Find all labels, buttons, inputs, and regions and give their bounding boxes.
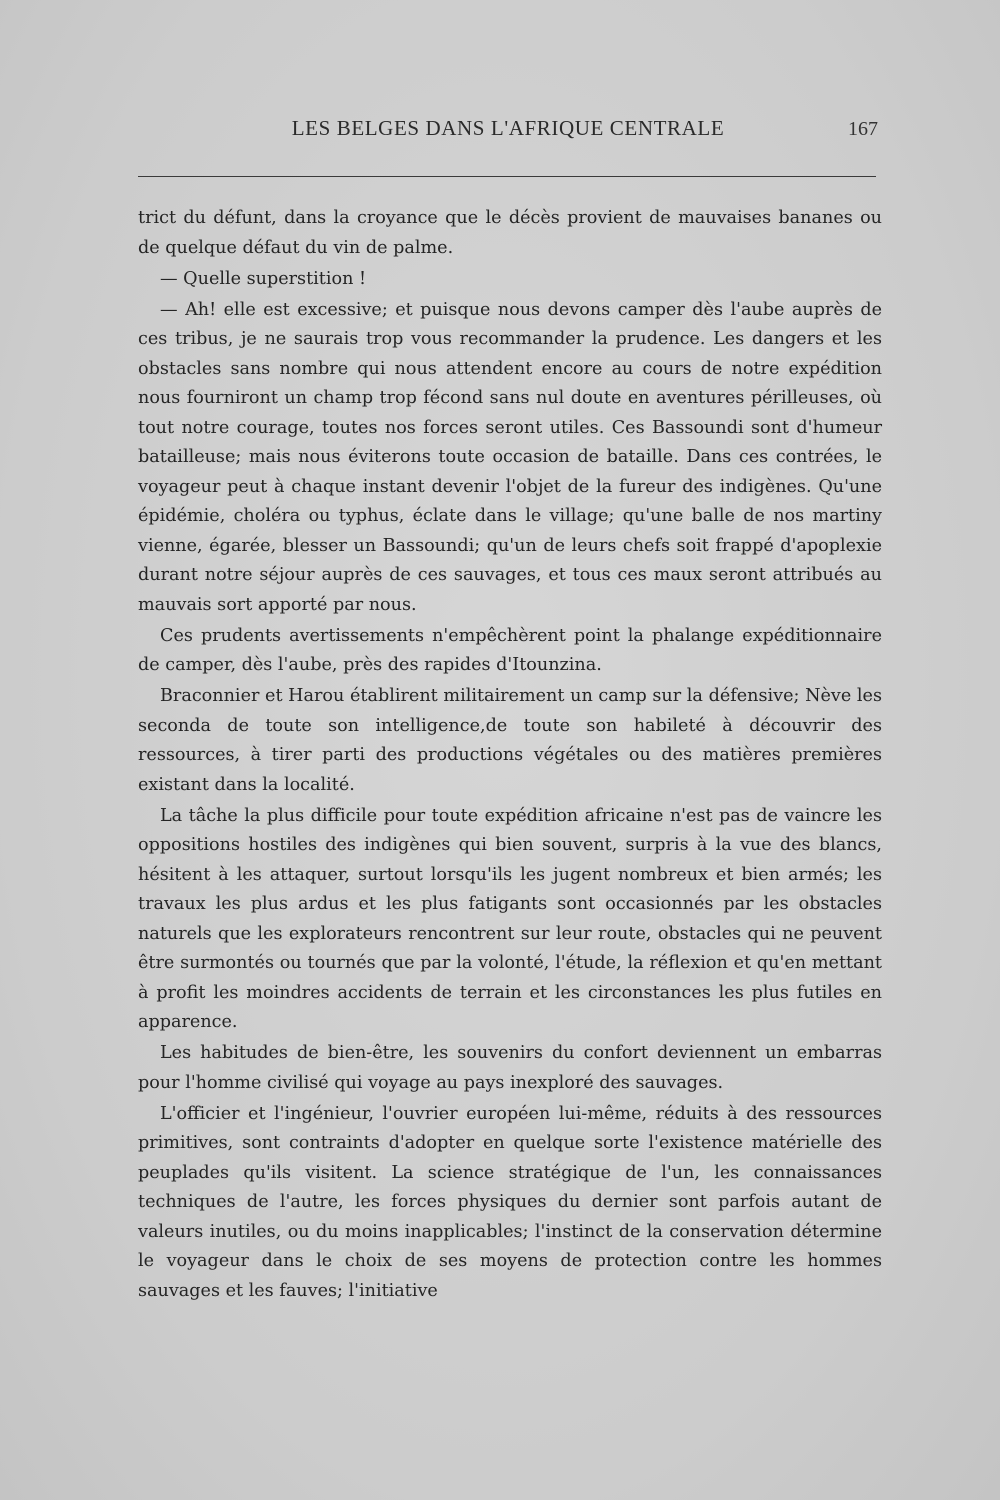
paragraph-dialogue: — Quelle superstition ! (160, 268, 367, 289)
paragraph: Les habitudes de bien-être, les souvenirs du confort deviennent un embarras pour l'homme civilisé qui voyage au pays inexploré des sauvages. (138, 1043, 882, 1093)
page-number: 167 (848, 118, 878, 140)
paragraph: La tâche la plus difficile pour toute expédition africaine n'est pas de vaincre les oppositions hostiles des indigènes qui bien souvent, surpris à la vue des blancs, hésitent à les attaquer, surtout lorsqu'ils les jugent nombreux et bien armés; les travaux les plus ardus et les plus fatigants sont occasionnés par les obstacles naturels que les explorateurs rencontrent sur leur route, obstacles qui ne peuvent être surmontés ou tournés que par la volonté, l'étude, la réflexion et qu'en mettant à profit les moindres accidents de terrain et les circonstances les plus futiles en apparence. (138, 805, 882, 1032)
paragraph-dialogue: — Ah! elle est excessive; et puisque nous devons camper dès l'aube auprès de ces tribus, je ne saurais trop vous recommander la prudence. Les dangers et les obstacles sans nombre qui nous attendent encore au cours de notre expédition nous fourniront un champ trop fécond sans nul doute en aventures périlleuses, où tout notre courage, toutes nos forces seront utiles. Ces Bassoundi sont d'humeur batailleuse; mais nous éviterons toute occasion de bataille. Dans ces contrées, le voyageur peut à chaque instant devenir l'objet de la fureur des indigènes. Qu'une épidémie, choléra ou typhus, éclate dans le village; qu'une balle de nos martiny vienne, égarée, blesser un Bassoundi; qu'un de leurs chefs soit frappé d'apoplexie durant notre séjour auprès de ces sauvages, et tous ces maux seront attribués au mauvais sort apporté par nous. (138, 299, 882, 615)
running-head (138, 116, 878, 148)
body-text (138, 204, 882, 1308)
running-title: LES BELGES DANS L'AFRIQUE CENTRALE (291, 116, 725, 140)
paragraph: Braconnier et Harou établirent militairement un camp sur la défensive; Nève les seconda de toute son intelligence,de toute son habileté à découvrir des ressources, à tirer parti des productions végétales ou des matières premières existant dans la localité. (138, 686, 882, 795)
paragraph: Ces prudents avertissements n'empêchèrent point la phalange expéditionnaire de camper, dès l'aube, près des rapides d'Itounzina. (138, 625, 882, 675)
paragraph: L'officier et l'ingénieur, l'ouvrier européen lui-même, réduits à des ressources primitives, sont contraints d'adopter en quelque sorte l'existence matérielle des peuplades qu'ils visitent. La science stratégique de l'un, les connaissances techniques de l'autre, les forces physiques du dernier sont parfois autant de valeurs inutiles, ou du moins inapplicables; l'instinct de la conservation détermine le voyageur dans le choix de ses moyens de protection contre les hommes sauvages et les fauves; l'initiative (138, 1103, 882, 1301)
paragraph-continued: trict du défunt, dans la croyance que le décès provient de mauvaises bananes ou de quelque défaut du vin de palme. (138, 208, 882, 258)
header-rule (138, 176, 876, 177)
